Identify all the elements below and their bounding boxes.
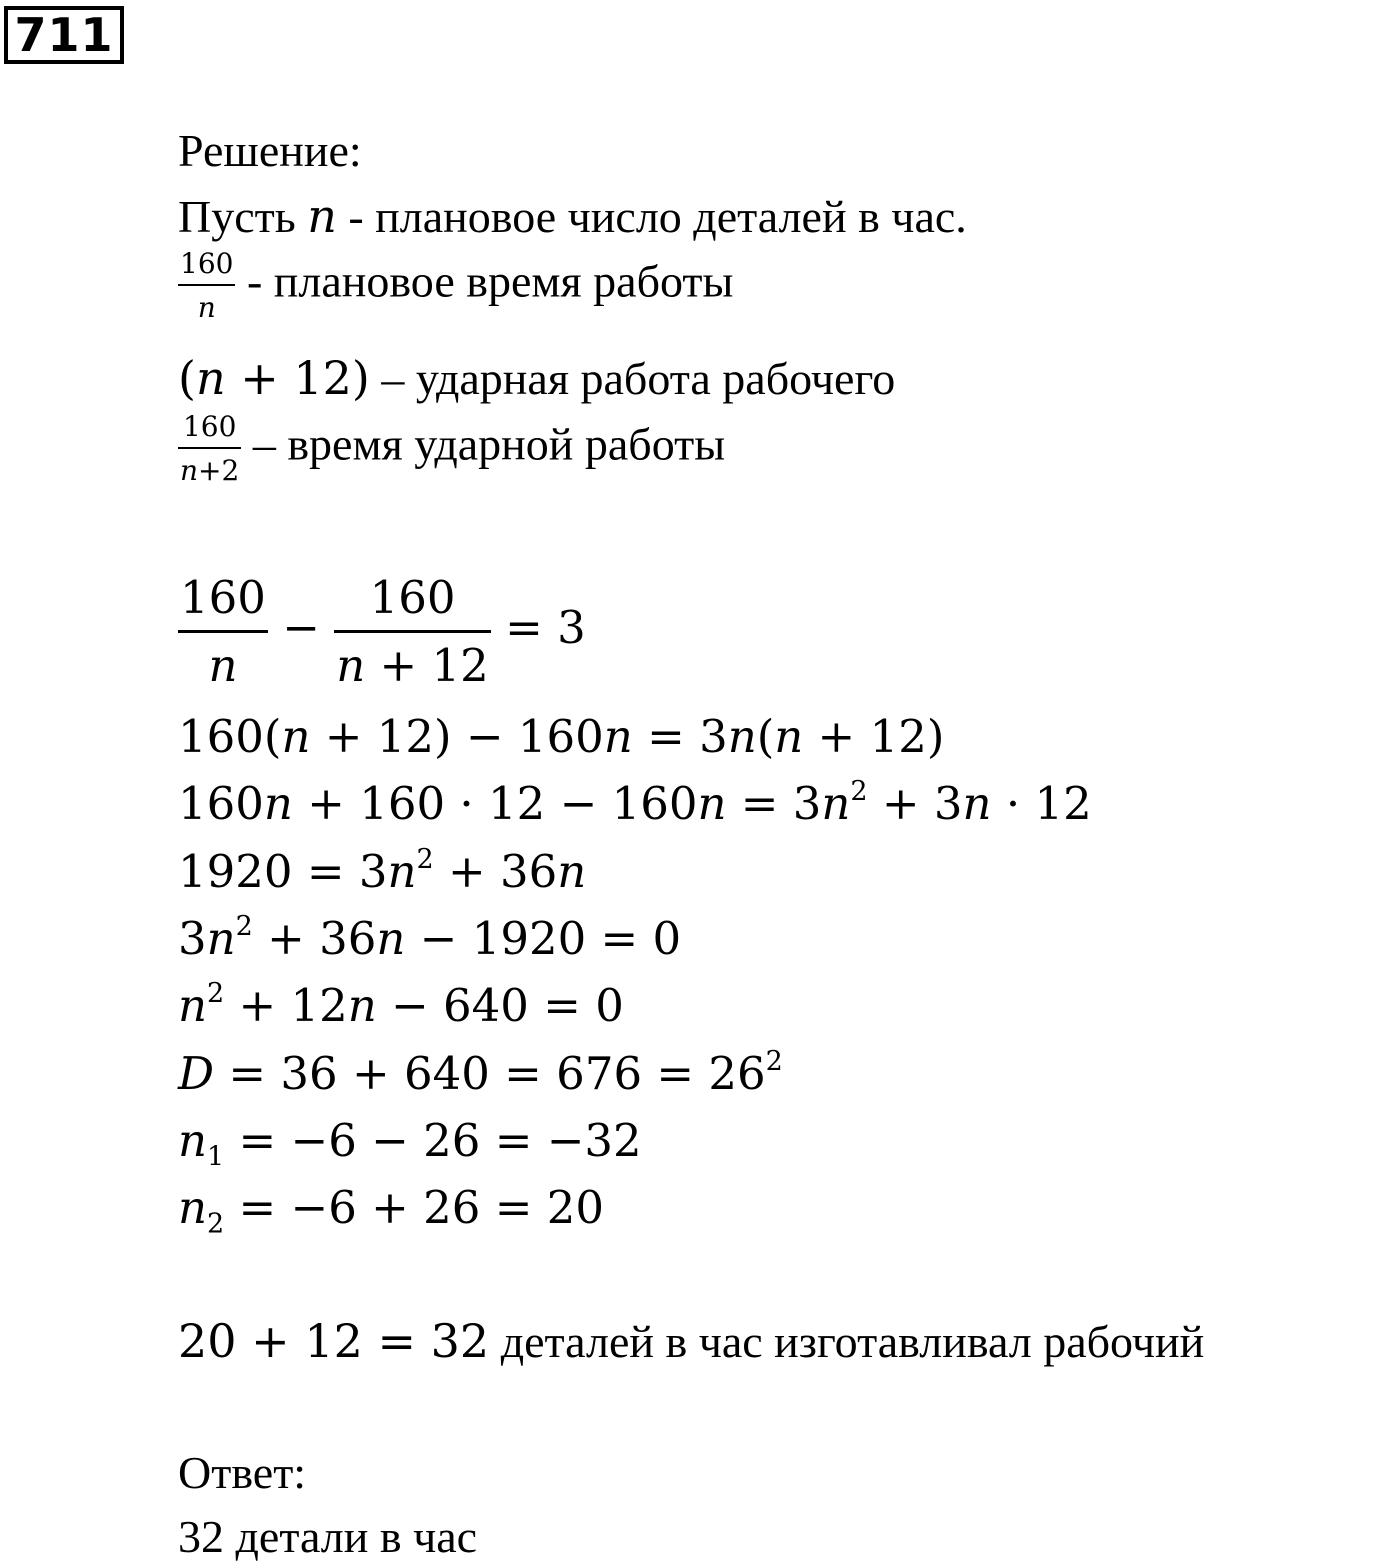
- minus-sign: −: [267, 601, 335, 654]
- line-shock-work: [178, 351, 896, 405]
- fraction-numerator: 160: [182, 410, 237, 443]
- var-n: n: [376, 912, 406, 965]
- step-8-root-2: [178, 1181, 604, 1240]
- var-n: n: [178, 1114, 207, 1167]
- var-n: n: [178, 1181, 207, 1234]
- result-line: [178, 1314, 1205, 1368]
- expr: 160(: [178, 710, 282, 763]
- var-n: n: [281, 710, 311, 763]
- var-n: n: [697, 777, 727, 830]
- result-text: деталей в час изготавливал рабочий: [489, 1316, 1205, 1367]
- expr: + 3: [867, 777, 963, 830]
- expr: − 640 = 0: [376, 979, 624, 1032]
- var-n: n: [727, 710, 757, 763]
- step-3: [178, 844, 587, 898]
- exponent: 2: [206, 978, 225, 1010]
- line-shock-time-text: – время ударной работы: [241, 418, 726, 470]
- line-shock-work-text: – ударная работа рабочего: [369, 353, 896, 404]
- var-n: n: [557, 845, 587, 898]
- den-rest: + 12: [365, 639, 489, 692]
- fraction-numerator: 160: [180, 571, 266, 624]
- var-n: n: [195, 351, 226, 405]
- main-equation: [178, 571, 586, 692]
- den-rest: +2: [198, 454, 240, 487]
- var-n: n: [774, 710, 804, 763]
- fraction-numerator: 160: [180, 247, 234, 280]
- equation-rhs: = 3: [490, 601, 586, 654]
- exponent: 2: [765, 1046, 783, 1078]
- fraction-plan-time: [178, 247, 235, 324]
- problem-number: 711: [4, 6, 124, 64]
- fraction-shock-time: [178, 410, 241, 487]
- fraction-numerator: 160: [369, 571, 456, 624]
- paren-open: (: [178, 351, 196, 405]
- var-n: n: [180, 454, 199, 487]
- answer-label: Ответ:: [178, 1447, 307, 1498]
- expr: = −6 − 26 = −32: [224, 1114, 642, 1167]
- expr: + 12: [224, 979, 348, 1032]
- expr: = 3: [632, 710, 728, 763]
- var-n: n: [962, 777, 992, 830]
- step-4: [178, 911, 682, 965]
- expr: · 12: [991, 777, 1092, 830]
- result-math: 20 + 12 = 32: [178, 1314, 490, 1368]
- exponent: 2: [235, 911, 253, 943]
- exponent: 2: [416, 844, 434, 876]
- fraction-160-over-n-plus-12: [334, 571, 491, 692]
- shock-work-expr: + 12): [225, 351, 370, 405]
- expr: 3: [178, 912, 207, 965]
- var-n: n: [387, 845, 417, 898]
- line-plan-time-text: - плановое время работы: [235, 255, 734, 307]
- var-n: n: [178, 979, 207, 1032]
- expr: 160: [178, 777, 264, 830]
- fraction-denominator: [334, 630, 491, 692]
- var-d: D: [178, 1047, 215, 1100]
- var-n: n: [307, 189, 337, 243]
- step-2: [178, 776, 1092, 830]
- var-n: n: [347, 979, 377, 1032]
- exponent: 2: [850, 776, 868, 808]
- answer-text: 32 детали в час: [178, 1511, 478, 1562]
- expr: + 160 · 12 − 160: [292, 777, 698, 830]
- fraction-denominator: n: [178, 630, 268, 688]
- var-n: n: [336, 639, 366, 692]
- expr: − 1920 = 0: [405, 912, 682, 965]
- line-plan-time: [178, 247, 734, 324]
- step-5: [178, 978, 624, 1032]
- fraction-denominator: n: [178, 284, 235, 322]
- fraction-160-over-n: [178, 571, 268, 692]
- expr: + 12) − 160: [310, 710, 604, 763]
- var-n: n: [263, 777, 293, 830]
- var-n: n: [206, 912, 236, 965]
- line-let: [178, 189, 967, 243]
- expr: = 36 + 640 = 676 = 26: [214, 1047, 766, 1100]
- subscript: 1: [206, 1141, 225, 1173]
- line-shock-time: [178, 410, 726, 487]
- expr: + 36: [433, 845, 558, 898]
- fraction-denominator: [178, 447, 241, 485]
- expr: (: [756, 710, 775, 763]
- expr: + 36: [252, 912, 377, 965]
- var-n: n: [603, 710, 633, 763]
- solution-label: Решение:: [178, 125, 362, 176]
- step-1: [178, 710, 945, 763]
- expr: 1920 = 3: [178, 845, 388, 898]
- expr: = 3: [726, 777, 822, 830]
- line-let-suffix: - плановое число деталей в час.: [336, 191, 967, 242]
- subscript: 2: [206, 1208, 225, 1240]
- step-6-discriminant: [178, 1046, 783, 1100]
- expr: + 12): [803, 710, 945, 763]
- var-n: n: [821, 777, 851, 830]
- step-7-root-1: [178, 1114, 642, 1173]
- line-let-prefix: Пусть: [178, 191, 308, 242]
- expr: = −6 + 26 = 20: [224, 1181, 604, 1234]
